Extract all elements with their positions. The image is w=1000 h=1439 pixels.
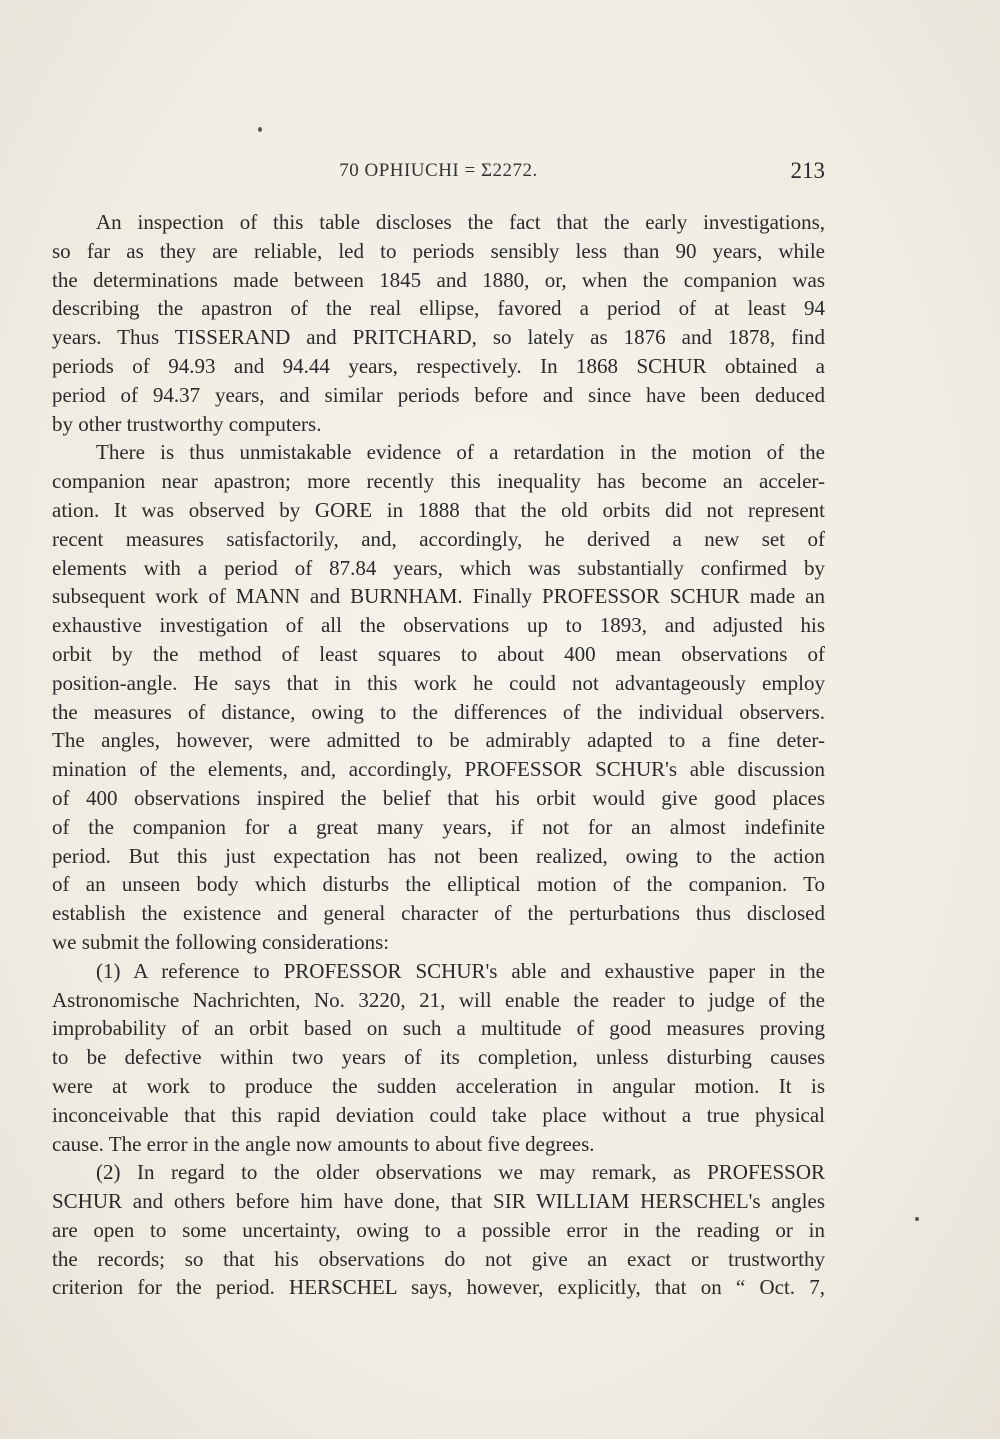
text-line: periods of 94.93 and 94.44 years, respectively. In 1868 SCHUR obtained a: [52, 353, 825, 378]
page-number: 213: [790, 158, 825, 183]
print-speck: [258, 127, 262, 132]
text-line: (1) A reference to PROFESSOR SCHUR's able and exhaustive paper in the: [96, 958, 825, 983]
text-line: An inspection of this table discloses the fact that the early investigations,: [96, 210, 825, 234]
text-line: of the companion for a great many years, if not for an almost indefinite: [52, 814, 825, 839]
text-line: period. But this just expectation has not been realized, owing to the action: [52, 843, 825, 868]
text-line: were at work to produce the sudden acceleration in angular motion. It is: [52, 1073, 825, 1098]
text-line: so far as they are reliable, led to periods sensibly less than 90 years, while: [52, 238, 825, 263]
text-line: position-angle. He says that in this work he could not advantageously employ: [52, 670, 825, 695]
text-line: The angles, however, were admitted to be admirably adapted to a fine deter-: [52, 728, 825, 753]
text-line: inconceivable that this rapid deviation could take place without a true physical: [52, 1102, 825, 1127]
text-line: improbability of an orbit based on such a multitude of good measures proving: [52, 1016, 825, 1041]
text-line: the measures of distance, owing to the differences of the individual observers.: [52, 699, 825, 724]
text-line: exhaustive investigation of all the observations up to 1893, and adjusted his: [52, 613, 825, 638]
text-line: of 400 observations inspired the belief that his orbit would give good places: [52, 785, 825, 810]
paragraph: [52, 438, 825, 956]
text-line: of an unseen body which disturbs the elliptical motion of the companion. To: [52, 872, 825, 897]
body-text: [52, 208, 825, 1302]
text-line: cause. The error in the angle now amounts to about five degrees.: [52, 1131, 595, 1156]
text-line: criterion for the period. HERSCHEL says, however, explicitly, that on “ Oct. 7,: [52, 1275, 825, 1300]
running-title: 70 OPHIUCHI = Σ2272.: [339, 160, 538, 181]
page-header: [52, 160, 825, 190]
text-line: mination of the elements, and, accordingly, PROFESSOR SCHUR's able discussion: [52, 757, 825, 782]
text-line: establish the existence and general character of the perturbations thus disclosed: [52, 901, 825, 926]
text-line: (2) In regard to the older observations we may remark, as PROFESSOR: [96, 1160, 825, 1185]
text-line: subsequent work of MANN and BURNHAM. Finally PROFESSOR SCHUR made an: [52, 584, 825, 609]
text-line: to be defective within two years of its completion, unless disturbing causes: [52, 1045, 825, 1070]
text-line: by other trustworthy computers.: [52, 411, 322, 436]
text-line: recent measures satisfactorily, and, accordingly, he derived a new set of: [52, 526, 825, 551]
paragraph: [52, 957, 825, 1159]
text-line: the records; so that his observations do not give an exact or trustworthy: [52, 1246, 825, 1271]
text-line: Astronomische Nachrichten, No. 3220, 21, will enable the reader to judge of the: [52, 987, 825, 1012]
text-line: years. Thus TISSERAND and PRITCHARD, so lately as 1876 and 1878, find: [52, 325, 825, 350]
text-line: companion near apastron; more recently this inequality has become an acceler-: [52, 469, 825, 494]
text-line: we submit the following considerations:: [52, 929, 390, 954]
text-line: the determinations made between 1845 and 1880, or, when the companion was: [52, 267, 825, 292]
text-line: SCHUR and others before him have done, that SIR WILLIAM HERSCHEL's angles: [52, 1189, 825, 1214]
text-line: describing the apastron of the real ellipse, favored a period of at least 94: [52, 296, 825, 321]
paragraph: [52, 208, 825, 438]
print-speck: [915, 1217, 919, 1221]
text-line: ation. It was observed by GORE in 1888 that the old orbits did not represent: [52, 497, 825, 522]
text-line: orbit by the method of least squares to about 400 mean observations of: [52, 641, 825, 666]
text-line: elements with a period of 87.84 years, which was substantially confirmed by: [52, 555, 825, 580]
text-line: period of 94.37 years, and similar periods before and since have been deduced: [52, 382, 825, 407]
paragraph: [52, 1158, 825, 1302]
text-line: are open to some uncertainty, owing to a possible error in the reading or in: [52, 1217, 825, 1242]
text-line: There is thus unmistakable evidence of a retardation in the motion of the: [96, 440, 825, 465]
